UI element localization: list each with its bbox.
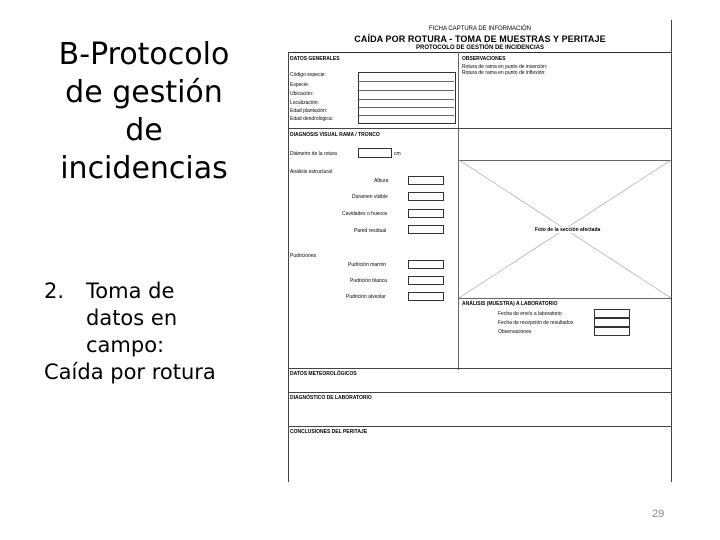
field-label: Diámetro de la rotura bbox=[290, 151, 337, 157]
section-observaciones: OBSERVACIONES bbox=[462, 56, 506, 62]
field-box bbox=[594, 318, 630, 327]
form-divider bbox=[288, 368, 672, 369]
section-datos-generales: DATOS GENERALES bbox=[290, 56, 340, 62]
field-box bbox=[594, 327, 630, 336]
field-label: Análisis estructural bbox=[290, 169, 332, 175]
section-datos-meteo: DATOS METEOROLÓGICOS bbox=[290, 371, 357, 377]
slide-title-line: de bbox=[125, 113, 163, 148]
obs-line: Rotura de rama en punto de inserción: bbox=[462, 64, 548, 70]
field-label: Fecha de recepción de resultados bbox=[498, 320, 574, 326]
field-divider bbox=[358, 90, 454, 91]
diametro-box bbox=[358, 148, 392, 158]
field-label: Pudrición marrón bbox=[348, 262, 387, 268]
field-box bbox=[408, 225, 444, 234]
field-label: Albura bbox=[374, 178, 389, 184]
form-header-small: FICHA CAPTURA DE INFORMACIÓN bbox=[428, 26, 531, 32]
slide-title-line: de gestión bbox=[65, 75, 223, 110]
field-label: Código especie: bbox=[290, 72, 326, 78]
field-label: Edad dendrológica: bbox=[290, 116, 334, 122]
slide-title-line: incidencias bbox=[60, 151, 228, 186]
field-label: Pared residual bbox=[354, 228, 387, 234]
slide-title bbox=[30, 36, 258, 188]
section-diagnosis-visual: DIAGNOSIS VISUAL RAMA / TRONCO bbox=[290, 132, 380, 138]
field-label: Cavidades o huecos bbox=[342, 211, 388, 217]
section-conclusiones: CONCLUSIONES DEL PERITAJE bbox=[290, 429, 368, 435]
list-number: 2. bbox=[44, 279, 65, 303]
field-label: Duramen visible bbox=[352, 194, 388, 200]
page-number: 29 bbox=[652, 508, 665, 520]
form-border-right bbox=[671, 20, 672, 482]
field-box bbox=[408, 276, 444, 285]
form-image bbox=[288, 20, 672, 482]
field-label: Ubicación: bbox=[290, 91, 314, 97]
form-header-sub: PROTOCOLO DE GESTIÓN DE INCIDENCIAS bbox=[416, 45, 544, 51]
slide-title-line: B-Protocolo bbox=[58, 37, 230, 72]
field-box bbox=[408, 192, 444, 201]
field-label: Localización: bbox=[290, 100, 319, 106]
list-item-line: datos en bbox=[86, 306, 178, 330]
field-divider bbox=[358, 99, 454, 100]
field-unit: cm bbox=[394, 151, 401, 157]
photo-label: Foto de la sección afectada bbox=[535, 227, 601, 233]
list-item-line: campo: bbox=[86, 333, 165, 357]
photo-frame-bottom bbox=[459, 298, 671, 299]
field-label: Observaciones bbox=[498, 329, 532, 335]
field-label: Pudrición alveolar bbox=[346, 294, 386, 300]
form-divider bbox=[288, 426, 672, 427]
field-box bbox=[594, 309, 630, 318]
section-diagnostico-lab: DIAGNÓSTICO DE LABORATORIO bbox=[290, 395, 372, 401]
form-border-left bbox=[288, 52, 289, 482]
field-label: Edad plantación: bbox=[290, 108, 328, 114]
field-label: Fecha de envío a laboratorio bbox=[498, 311, 562, 317]
obs-line: Rotura de rama en punto de inflexión: bbox=[462, 70, 546, 76]
list-item-line: Toma de bbox=[86, 279, 175, 303]
field-label: Pudrición blanca bbox=[350, 278, 387, 284]
slide-body bbox=[44, 278, 264, 386]
field-box-group bbox=[358, 72, 456, 124]
field-box bbox=[408, 209, 444, 218]
field-label: Pudriciones bbox=[290, 253, 317, 259]
slide-body-tail: Caída por rotura bbox=[44, 360, 216, 384]
form-header-main: CAÍDA POR ROTURA - TOMA DE MUESTRAS Y PERITAJE bbox=[354, 34, 606, 44]
form-header bbox=[288, 20, 672, 53]
field-divider bbox=[358, 81, 454, 82]
field-label: Especie: bbox=[290, 82, 310, 88]
section-analisis-lab: ANÁLISIS (MUESTRA) A LABORATORIO bbox=[462, 301, 558, 307]
field-box bbox=[408, 176, 444, 185]
field-box bbox=[408, 292, 444, 301]
form-divider bbox=[288, 392, 672, 393]
field-box bbox=[408, 260, 444, 269]
form-divider bbox=[288, 128, 672, 129]
field-divider bbox=[358, 115, 454, 116]
field-divider bbox=[358, 107, 454, 108]
